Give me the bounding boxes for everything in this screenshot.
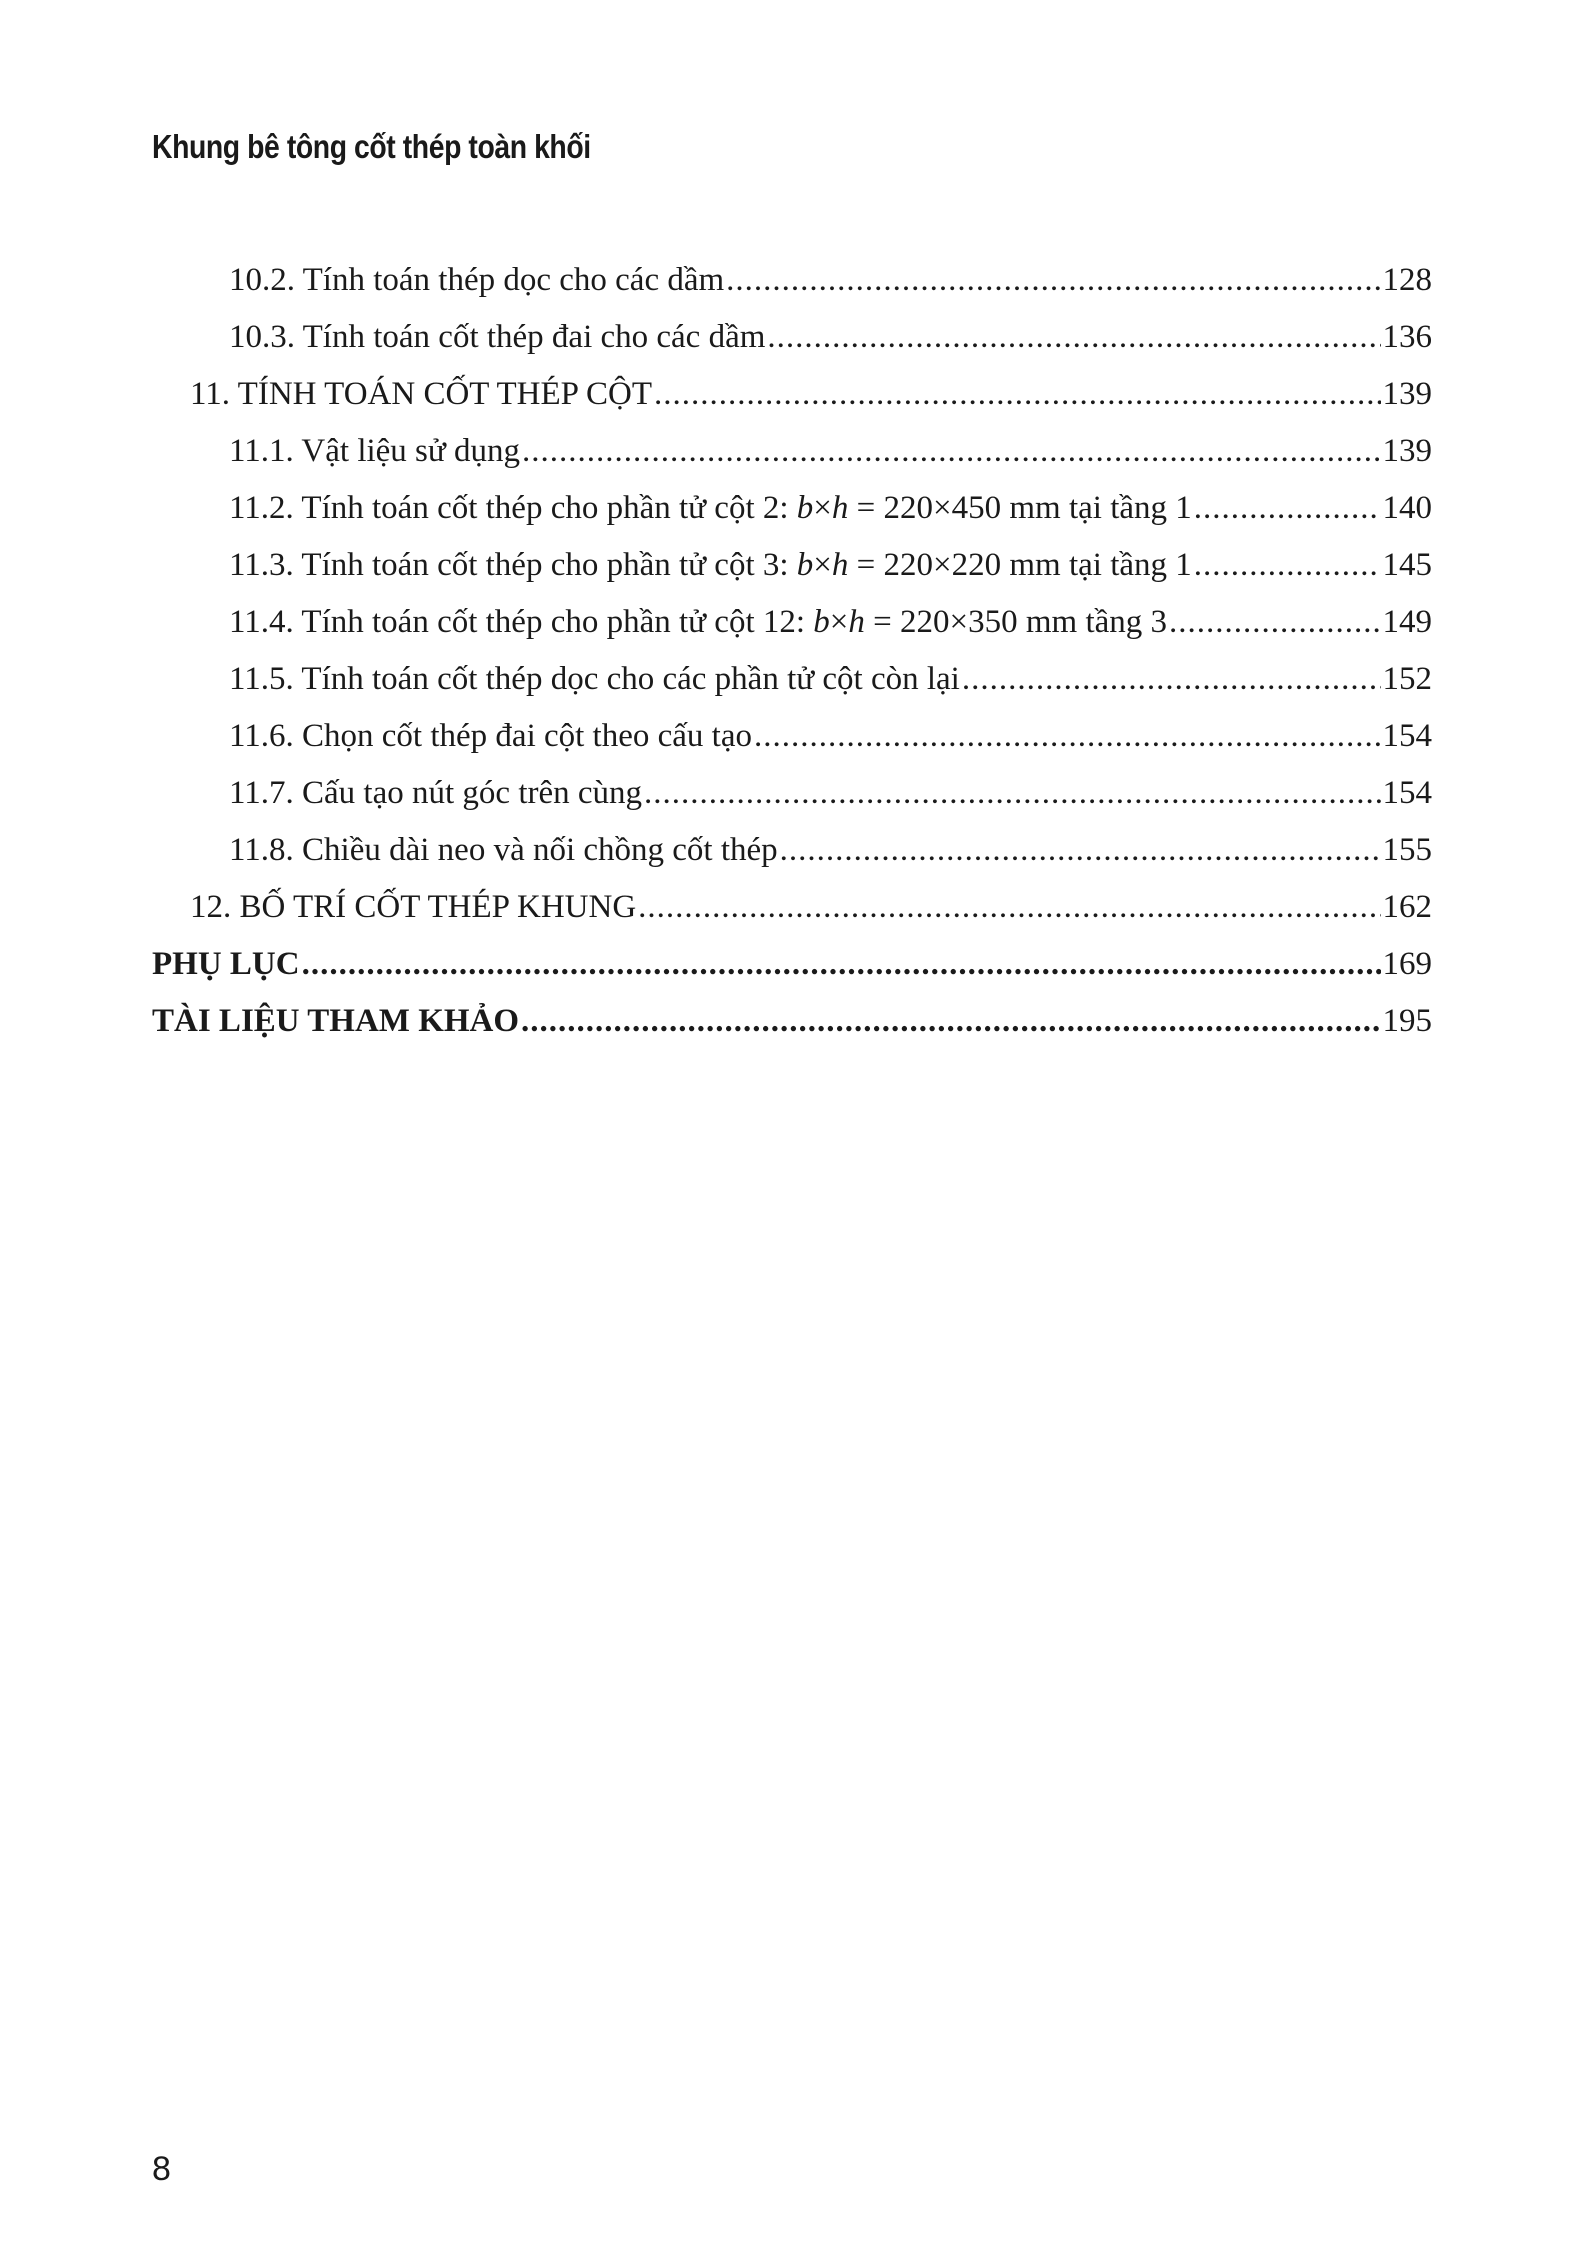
toc-entry-page: 169 [1382, 946, 1432, 982]
toc-entry-11-4[interactable] [152, 604, 1432, 661]
toc-entry-page: 152 [1382, 661, 1432, 697]
toc-entry-title: 12. BỐ TRÍ CỐT THÉP KHUNG [190, 889, 637, 925]
toc-entry-title: TÀI LIỆU THAM KHẢO [152, 1003, 520, 1039]
toc-entry-11-6[interactable] [152, 718, 1432, 775]
toc-entry-page: 136 [1382, 319, 1432, 355]
toc-entry-page: 128 [1382, 262, 1432, 298]
toc-leader-dots [644, 775, 1380, 812]
toc-entry-page: 149 [1382, 604, 1432, 640]
toc-entry-title: PHỤ LỤC [152, 946, 300, 982]
toc-leader-dots [726, 262, 1380, 299]
toc-entry-10-2[interactable] [152, 262, 1432, 319]
toc-entry-11-5[interactable] [152, 661, 1432, 718]
toc-entry-page: 154 [1382, 718, 1432, 754]
toc-entry-page: 140 [1382, 490, 1432, 526]
toc-entry-12[interactable] [152, 889, 1432, 946]
toc-entry-phu-luc[interactable] [152, 946, 1432, 1003]
toc-entry-title: 11. TÍNH TOÁN CỐT THÉP CỘT [190, 376, 653, 412]
toc-entry-title: 11.1. Vật liệu sử dụng [229, 433, 521, 469]
toc-entry-10-3[interactable] [152, 319, 1432, 376]
toc-entry-11-2[interactable] [152, 490, 1432, 547]
toc-entry-page: 162 [1382, 889, 1432, 925]
running-header: Khung bê tông cốt thép toàn khối [152, 128, 591, 165]
toc-entry-title: 11.3. Tính toán cốt thép cho phần tử cột 3: b×h = 220×220 mm tại tầng 1 [229, 547, 1192, 583]
page-number: 8 [152, 2150, 171, 2188]
toc-leader-dots [1194, 490, 1381, 527]
toc-entry-title: 10.2. Tính toán thép dọc cho các dầm [229, 262, 725, 298]
toc-entry-title: 11.6. Chọn cốt thép đai cột theo cấu tạo [229, 718, 752, 754]
toc-leader-dots [1194, 547, 1381, 584]
toc-entry-page: 139 [1382, 376, 1432, 412]
toc-leader-dots [302, 946, 1381, 983]
toc-entry-title: 11.5. Tính toán cốt thép dọc cho các phần tử cột còn lại [229, 661, 960, 697]
toc-leader-dots [767, 319, 1380, 356]
toc-leader-dots [654, 376, 1380, 413]
toc-leader-dots [754, 718, 1381, 755]
toc-entry-tai-lieu-tham-khao[interactable] [152, 1003, 1432, 1060]
toc-entry-page: 154 [1382, 775, 1432, 811]
table-of-contents [152, 262, 1432, 1060]
toc-entry-11[interactable] [152, 376, 1432, 433]
toc-entry-page: 155 [1382, 832, 1432, 868]
toc-leader-dots [521, 1003, 1380, 1040]
toc-leader-dots [962, 661, 1381, 698]
toc-leader-dots [638, 889, 1380, 926]
toc-entry-11-8[interactable] [152, 832, 1432, 889]
toc-entry-11-7[interactable] [152, 775, 1432, 832]
toc-leader-dots [1169, 604, 1380, 641]
toc-entry-title: 11.2. Tính toán cốt thép cho phần tử cột 2: b×h = 220×450 mm tại tầng 1 [229, 490, 1192, 526]
toc-entry-title: 11.4. Tính toán cốt thép cho phần tử cột 12: b×h = 220×350 mm tầng 3 [229, 604, 1168, 640]
toc-leader-dots [780, 832, 1381, 869]
toc-entry-11-1[interactable] [152, 433, 1432, 490]
toc-entry-title: 11.7. Cấu tạo nút góc trên cùng [229, 775, 643, 811]
toc-entry-page: 145 [1382, 547, 1432, 583]
toc-entry-11-3[interactable] [152, 547, 1432, 604]
toc-entry-title: 11.8. Chiều dài neo và nối chồng cốt thép [229, 832, 778, 868]
toc-leader-dots [522, 433, 1380, 470]
toc-entry-page: 139 [1382, 433, 1432, 469]
toc-entry-page: 195 [1382, 1003, 1432, 1039]
toc-entry-title: 10.3. Tính toán cốt thép đai cho các dầm [229, 319, 766, 355]
